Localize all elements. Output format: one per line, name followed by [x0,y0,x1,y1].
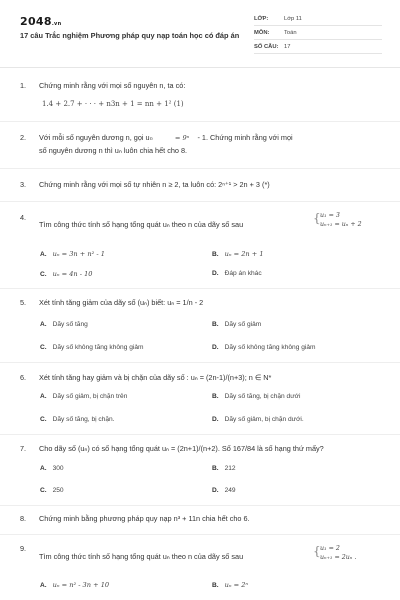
question-divider [0,434,400,435]
header-divider [0,67,400,68]
document-meta [254,14,382,56]
question-number: 9. [20,544,27,553]
question-text-part: Với mỗi số nguyên dương n, gọi u [39,133,150,142]
question-text: Xét tính tăng giảm của dãy số (uₙ) biết: uₙ = 1/n - 2 [39,298,204,307]
question-text: Tìm công thức tính số hạng tổng quát uₙ theo n của dãy số sau [39,552,244,561]
question-divider [0,201,400,202]
logo-text: 2048 [20,15,52,28]
option-b[interactable]: B. uₙ = 2n + 1 [212,250,264,258]
meta-row-class [254,14,382,26]
question-text-line2: số nguyên dương n thì uₙ luôn chia hết cho 8. [39,146,188,155]
meta-row-count [254,42,382,54]
question-number: 8. [20,514,27,523]
question-1-formula: 1.4 + 2.7 + · · · + n3n + 1 = nn + 1² (1) [42,100,184,108]
question-text: Cho dãy số (uₙ) có số hạng tổng quát uₙ = (2n+1)/(n+2). Số 167/84 là số hạng thứ mấy? [39,444,324,453]
question-number: 7. [20,444,27,453]
question-divider [0,288,400,289]
meta-key: LỚP: [254,16,269,22]
subscript-n: n [149,136,153,142]
question-number: 1. [20,81,27,90]
site-logo[interactable] [20,15,61,28]
question-divider [0,362,400,363]
option-a[interactable]: A. uₙ = n² - 3n + 10 [40,581,110,589]
question-divider [0,121,400,122]
system-line: u₁ = 3 [320,212,340,219]
option-a[interactable]: A. uₙ = 3n + n² - 1 [40,250,105,258]
question-text: Chứng minh bằng phương pháp quy nạp n³ + 11n chia hết cho 6. [39,514,250,523]
question-9-system [313,544,357,562]
option-a[interactable]: A. 300 [40,465,64,472]
question-divider [0,505,400,506]
option-d[interactable]: D. 249 [212,487,236,494]
meta-key: SỐ CÂU: [254,44,279,50]
option-b[interactable]: B. 212 [212,465,236,472]
brace-icon: { [313,211,321,225]
option-d[interactable]: D. Đáp án khác [212,270,262,277]
option-b[interactable]: B. Dãy số giảm [212,321,262,328]
question-number: 2. [20,133,27,142]
option-a[interactable]: A. Dãy số giảm, bị chặn trên [40,393,128,400]
question-text [39,132,399,156]
document-title: 17 câu Trắc nghiệm Phương pháp quy nạp toán học có đáp án [20,31,240,40]
meta-value: Lớp 11 [284,16,302,22]
option-d[interactable]: D. Dãy số giảm, bị chặn dưới. [212,416,304,423]
question-text-part: - 1. Chứng minh rằng với mọi [197,133,293,142]
question-4-system [313,211,362,229]
option-c[interactable]: C. 250 [40,487,64,494]
question-text: Chứng minh rằng với mọi số nguyên n, ta có: [39,81,186,90]
question-number: 4. [20,213,27,222]
question-text: Chứng minh rằng với mọi số tự nhiên n ≥ 2, ta luôn có: 2ⁿ⁺¹ > 2n + 3 (*) [39,180,270,189]
logo-suffix: .vn [51,21,62,27]
question-divider [0,168,400,169]
question-number: 5. [20,298,27,307]
system-line: uₙ₊₁ = 2uₙ . [320,554,357,561]
meta-key: MÔN: [254,30,270,36]
question-text: Xét tính tăng hay giảm và bị chặn của dãy số : uₙ = (2n-1)/(n+3); n ∈ N* [39,373,272,382]
option-c[interactable]: C. Dãy số không tăng không giảm [40,344,144,351]
question-divider [0,534,400,535]
brace-icon: { [313,544,321,558]
option-c[interactable]: C. Dãy số tăng, bị chặn. [40,416,115,423]
option-b[interactable]: B. Dãy số tăng, bị chặn dưới [212,393,301,400]
question-text: Tìm công thức tính số hạng tổng quát uₙ theo n của dãy số sau [39,220,244,229]
meta-value: 17 [284,44,291,50]
system-line: uₙ₊₁ = uₙ + 2 [320,221,362,228]
meta-row-subject [254,28,382,40]
question-number: 6. [20,373,27,382]
question-number: 3. [20,180,27,189]
option-b[interactable]: B. uₙ = 2ⁿ [212,581,249,589]
meta-value: Toán [284,30,297,36]
option-c[interactable]: C. uₙ = 4n - 10 [40,270,93,278]
question-math: = 9ⁿ [174,134,190,142]
option-a[interactable]: A. Dãy số tăng [40,321,88,328]
system-line: u₁ = 2 [320,545,340,552]
option-d[interactable]: D. Dãy số không tăng không giảm [212,344,316,351]
